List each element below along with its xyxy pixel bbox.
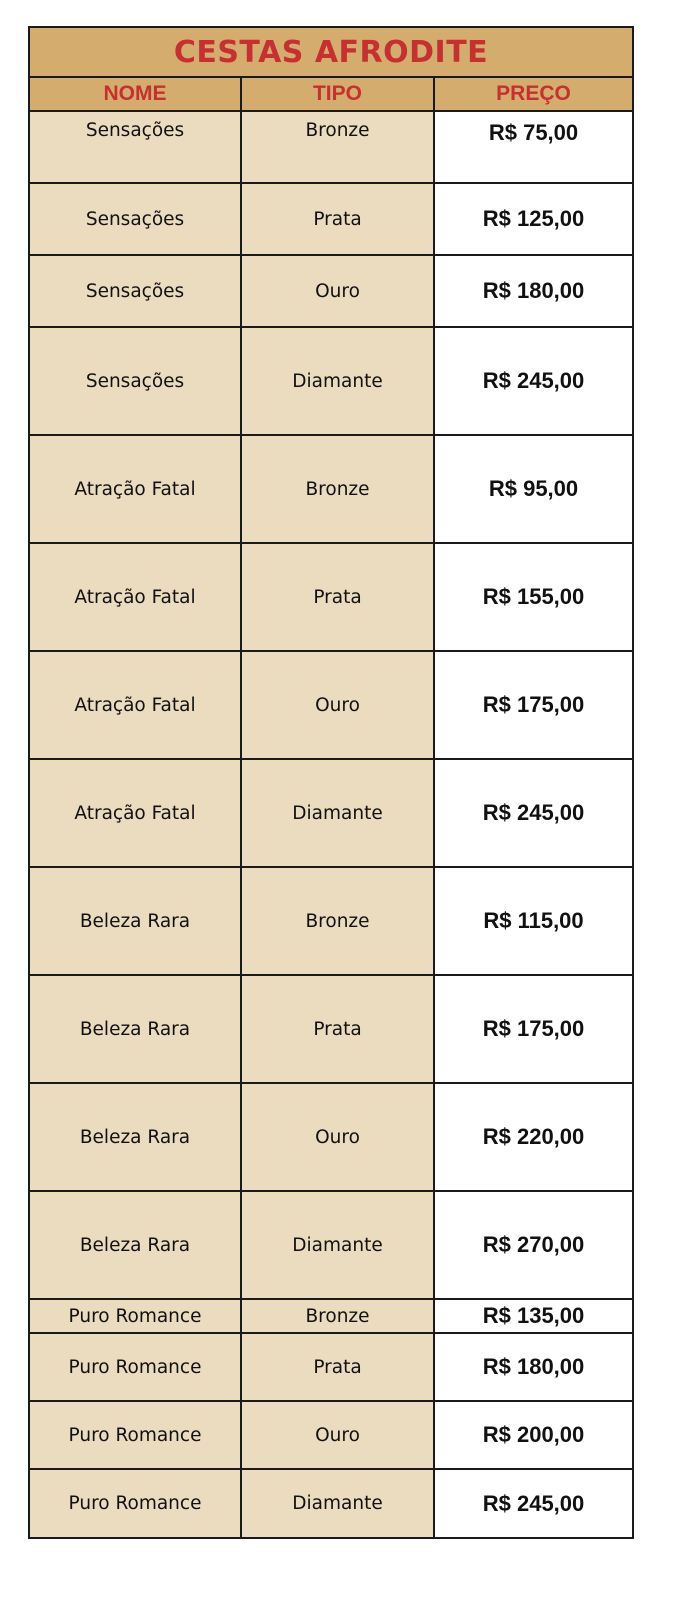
column-header-nome: NOME: [30, 78, 241, 111]
table-row: [30, 543, 632, 651]
cell-preco: R$ 200,00: [434, 1401, 632, 1469]
cell-tipo: Ouro: [241, 1083, 434, 1191]
table-row: [30, 1299, 632, 1333]
cell-preco: R$ 95,00: [434, 435, 632, 543]
cell-preco: R$ 180,00: [434, 1333, 632, 1401]
header-row: [30, 78, 632, 111]
cell-nome: Beleza Rara: [30, 1083, 241, 1191]
table-row: [30, 975, 632, 1083]
table-row: [30, 651, 632, 759]
table-title: CESTAS AFRODITE: [30, 28, 632, 78]
cell-preco: R$ 245,00: [434, 1469, 632, 1537]
cell-preco: R$ 135,00: [434, 1299, 632, 1333]
cell-tipo: Diamante: [241, 327, 434, 435]
cell-preco: R$ 75,00: [434, 111, 632, 183]
cell-tipo: Prata: [241, 183, 434, 255]
cell-nome: Sensações: [30, 111, 241, 183]
cell-tipo: Bronze: [241, 1299, 434, 1333]
cell-nome: Beleza Rara: [30, 867, 241, 975]
cell-tipo: Bronze: [241, 435, 434, 543]
cell-tipo: Bronze: [241, 867, 434, 975]
cell-tipo: Prata: [241, 1333, 434, 1401]
cell-tipo: Ouro: [241, 651, 434, 759]
cell-nome: Puro Romance: [30, 1299, 241, 1333]
cell-tipo: Prata: [241, 975, 434, 1083]
column-header-preco: PREÇO: [434, 78, 632, 111]
price-table-sheet: [28, 26, 634, 1539]
cell-preco: R$ 220,00: [434, 1083, 632, 1191]
table-row: [30, 759, 632, 867]
cell-preco: R$ 245,00: [434, 759, 632, 867]
cell-nome: Puro Romance: [30, 1333, 241, 1401]
cell-preco: R$ 270,00: [434, 1191, 632, 1299]
cell-nome: Sensações: [30, 327, 241, 435]
cell-nome: Puro Romance: [30, 1469, 241, 1537]
cell-preco: R$ 155,00: [434, 543, 632, 651]
cell-nome: Beleza Rara: [30, 975, 241, 1083]
table-row: [30, 435, 632, 543]
cell-preco: R$ 115,00: [434, 867, 632, 975]
table-row: [30, 1083, 632, 1191]
table-row: [30, 1469, 632, 1537]
price-table: [30, 78, 632, 1537]
cell-nome: Atração Fatal: [30, 759, 241, 867]
table-row: [30, 327, 632, 435]
cell-tipo: Diamante: [241, 1469, 434, 1537]
cell-tipo: Prata: [241, 543, 434, 651]
cell-tipo: Ouro: [241, 1401, 434, 1469]
table-row: [30, 111, 632, 183]
cell-preco: R$ 245,00: [434, 327, 632, 435]
table-row: [30, 867, 632, 975]
table-row: [30, 1333, 632, 1401]
table-row: [30, 1401, 632, 1469]
table-row: [30, 183, 632, 255]
column-header-tipo: TIPO: [241, 78, 434, 111]
cell-nome: Atração Fatal: [30, 651, 241, 759]
table-row: [30, 255, 632, 327]
cell-nome: Atração Fatal: [30, 435, 241, 543]
cell-tipo: Ouro: [241, 255, 434, 327]
cell-preco: R$ 125,00: [434, 183, 632, 255]
cell-tipo: Bronze: [241, 111, 434, 183]
cell-tipo: Diamante: [241, 1191, 434, 1299]
cell-tipo: Diamante: [241, 759, 434, 867]
cell-nome: Sensações: [30, 183, 241, 255]
cell-nome: Beleza Rara: [30, 1191, 241, 1299]
cell-preco: R$ 175,00: [434, 651, 632, 759]
cell-preco: R$ 175,00: [434, 975, 632, 1083]
cell-nome: Puro Romance: [30, 1401, 241, 1469]
table-row: [30, 1191, 632, 1299]
cell-nome: Sensações: [30, 255, 241, 327]
cell-nome: Atração Fatal: [30, 543, 241, 651]
cell-preco: R$ 180,00: [434, 255, 632, 327]
